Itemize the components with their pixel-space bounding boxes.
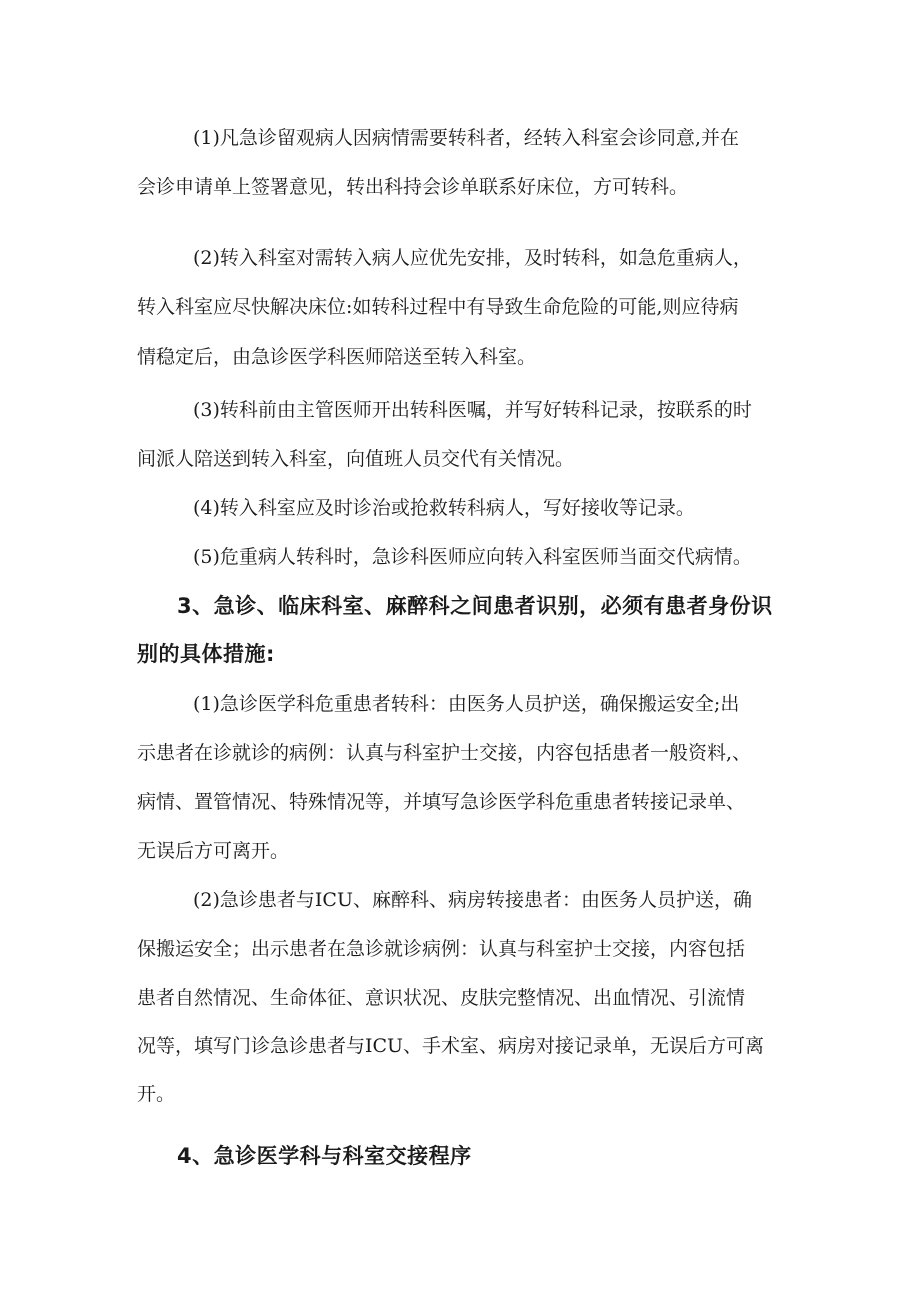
item-2-line-3: 情稳定后，由急诊医学科医师陪送至转入科室。 <box>137 346 537 368</box>
item-3-line-2: 间派人陪送到转入科室，向值班人员交代有关情况。 <box>137 448 575 470</box>
section-3-item-1-line-4: 无误后方可离开。 <box>137 840 290 862</box>
section-3-item-2-line-4: 况等，填写门诊急诊患者与ICU、手术室、病房对接记录单，无误后方可离 <box>137 1035 765 1057</box>
section-3-item-2-line-1: (2)急诊患者与ICU、麻醉科、病房转接患者：由医务人员护送，确 <box>193 889 752 911</box>
section-3-item-1-line-1: (1)急诊医学科危重患者转科：由医务人员护送，确保搬运安全;出 <box>193 693 740 715</box>
item-2-line-1: (2)转入科室对需转入病人应优先安排，及时转科，如急危重病人， <box>193 247 752 269</box>
item-2-line-2: 转入科室应尽快解决床位:如转科过程中有导致生命危险的可能,则应待病 <box>137 296 739 318</box>
section-3-heading-line-1: 3、急诊、临床科室、麻醉科之间患者识别，必须有患者身份识 <box>177 594 773 618</box>
item-1-line-1: (1)凡急诊留观病人因病情需要转科者，经转入科室会诊同意,并在 <box>193 127 739 149</box>
section-3-item-1-line-3: 病情、置管情况、特殊情况等，并填写急诊医学科危重患者转接记录单、 <box>137 791 746 813</box>
item-3-line-1: (3)转科前由主管医师开出转科医嘱，并写好转科记录，按联系的时 <box>193 399 752 421</box>
section-3-item-2-line-5: 开。 <box>137 1083 176 1105</box>
section-3-item-1-line-2: 示患者在诊就诊的病例：认真与科室护士交接，内容包括患者一般资料,、 <box>137 742 752 764</box>
item-4-line-1: (4)转入科室应及时诊治或抢救转科病人，写好接收等记录。 <box>193 497 695 519</box>
item-1-line-2: 会诊申请单上签署意见，转出科持会诊单联系好床位，方可转科。 <box>137 176 689 198</box>
section-3-item-2-line-3: 患者自然情况、生命体征、意识状况、皮肤完整情况、出血情况、引流情 <box>137 987 746 1009</box>
section-4-heading: 4、急诊医学科与科室交接程序 <box>177 1144 472 1168</box>
item-5-line-1: (5)危重病人转科时，急诊科医师应向转入科室医师当面交代病情。 <box>193 546 752 568</box>
section-3-heading-line-2: 别的具体措施: <box>137 642 275 666</box>
section-3-item-2-line-2: 保搬运安全；出示患者在急诊就诊病例：认真与科室护士交接，内容包括 <box>137 938 746 960</box>
